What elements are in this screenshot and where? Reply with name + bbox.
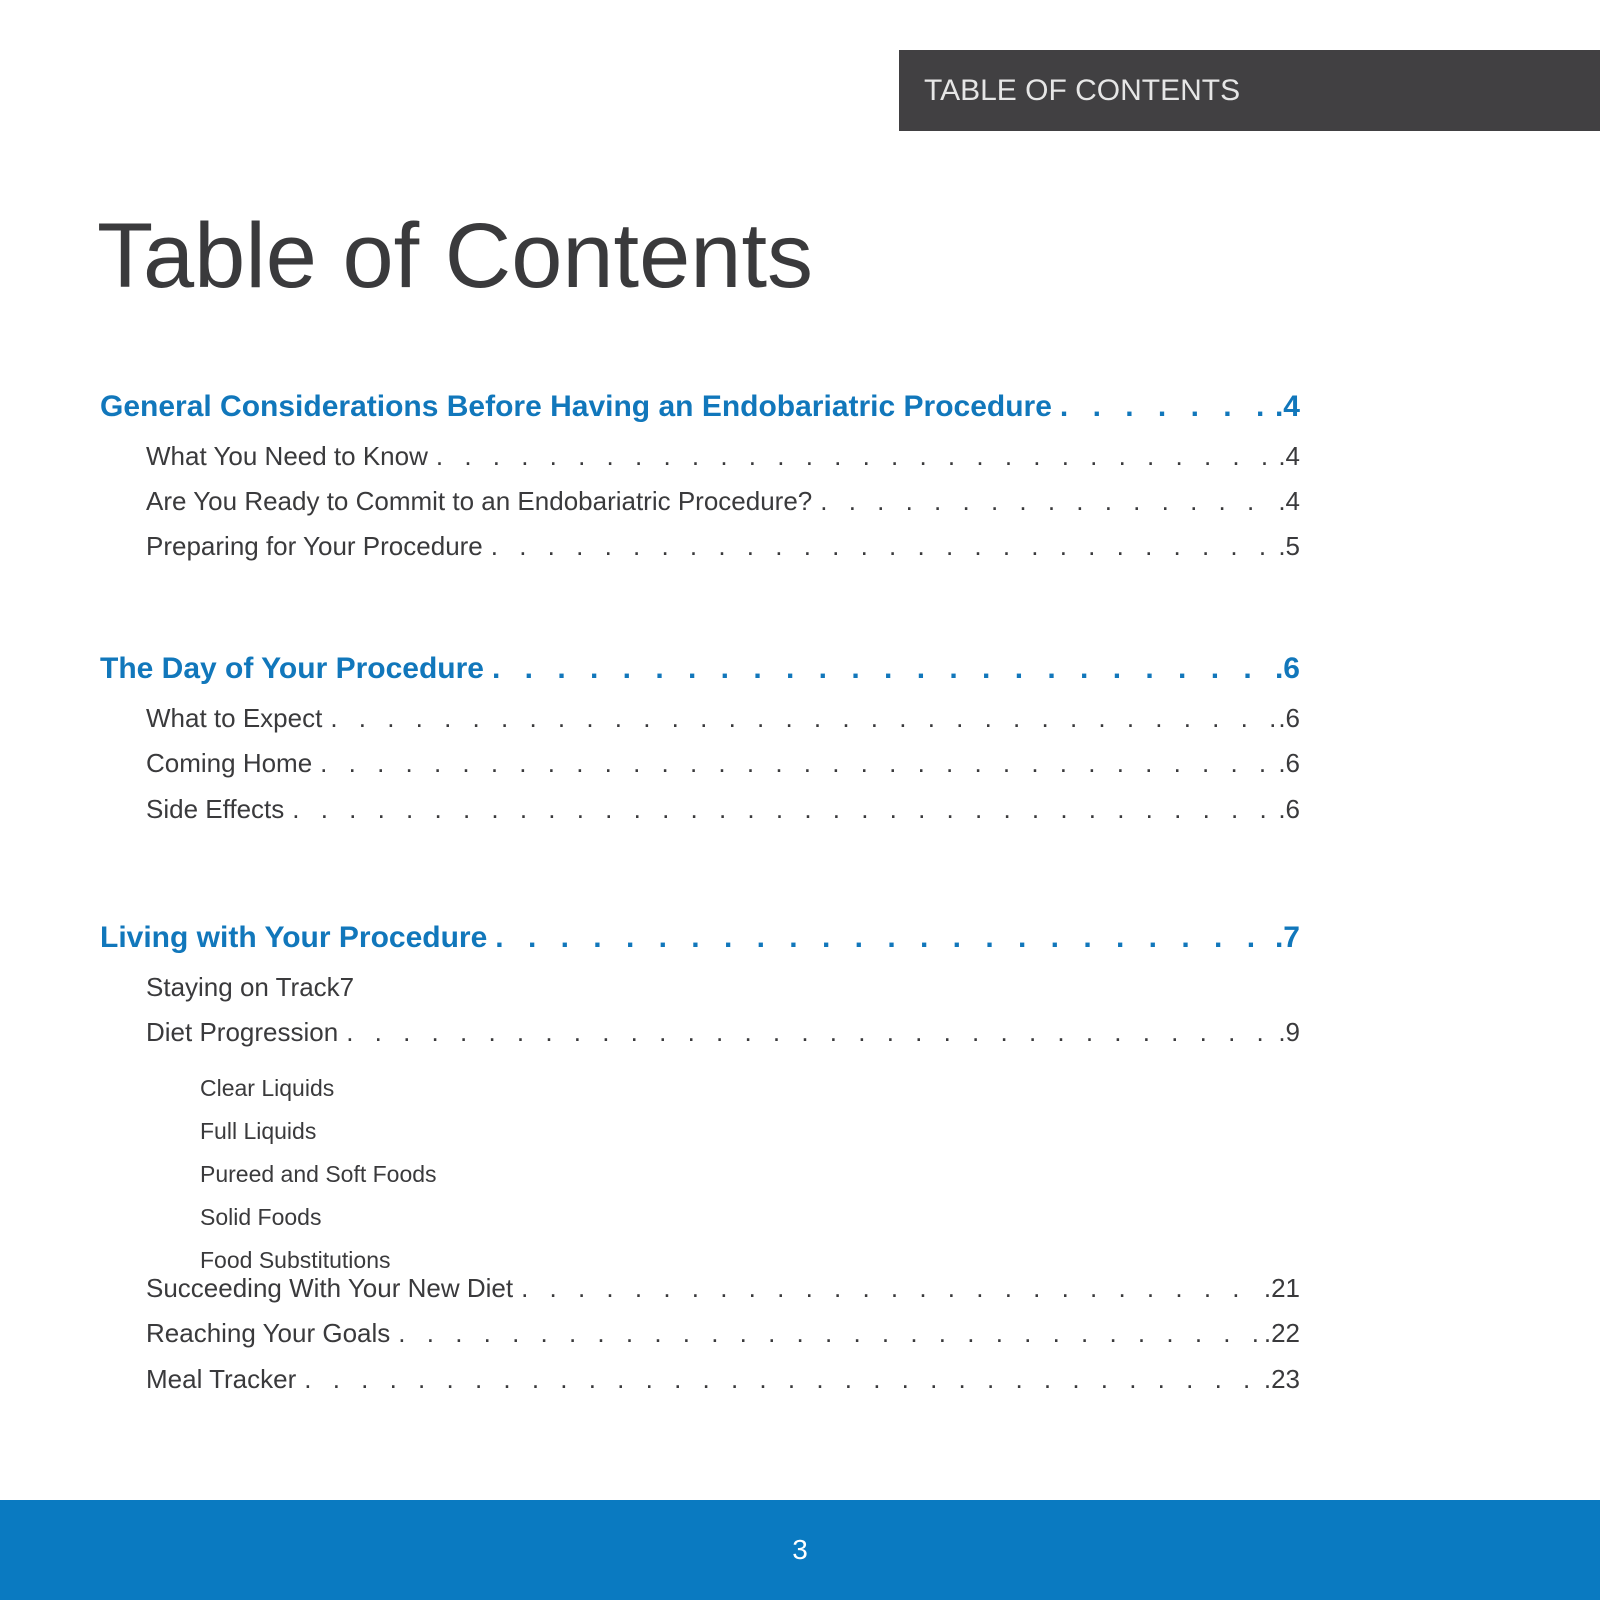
toc-page-number: .6 <box>1274 652 1300 685</box>
page-number: 3 <box>792 1534 808 1565</box>
toc-item-label: Reaching Your Goals <box>146 1318 391 1348</box>
toc-section-living-with-procedure[interactable] <box>100 921 1300 965</box>
toc-page-number: .9 <box>1278 1017 1300 1047</box>
toc-item-succeeding[interactable] <box>146 1273 1300 1311</box>
toc-item-ready-to-commit[interactable] <box>146 486 1300 524</box>
footer-bar <box>0 1500 1600 1600</box>
toc-item-what-to-expect[interactable] <box>146 703 1300 741</box>
toc-item-label: Staying on Track7 <box>146 972 355 1002</box>
toc-item-label: Coming Home <box>146 748 313 778</box>
dot-leader <box>398 1318 1262 1349</box>
dot-leader <box>492 652 1273 686</box>
dot-leader <box>330 703 1276 734</box>
toc-page-number: .22 <box>1263 1318 1300 1348</box>
toc-subitem-full-liquids[interactable]: Full Liquids <box>200 1118 317 1144</box>
toc-item-diet-progression[interactable] <box>146 1017 1300 1055</box>
toc-item-preparing[interactable] <box>146 531 1300 569</box>
toc-section-label: General Considerations Before Having an Endobariatric Procedure <box>100 390 1052 423</box>
dot-leader <box>521 1273 1262 1304</box>
page-title: Table of Contents <box>97 205 814 307</box>
toc-page-number: .6 <box>1278 703 1300 733</box>
dot-leader <box>1060 390 1273 424</box>
toc-page-number: .6 <box>1278 748 1300 778</box>
dot-leader <box>495 921 1273 955</box>
toc-section-general-considerations[interactable] <box>100 390 1300 434</box>
toc-page-number: .23 <box>1263 1364 1300 1394</box>
toc-page-number: .4 <box>1278 441 1300 471</box>
toc-subitem-clear-liquids[interactable]: Clear Liquids <box>200 1075 335 1101</box>
toc-item-label: What You Need to Know <box>146 441 428 471</box>
toc-section-label: The Day of Your Procedure <box>100 652 484 685</box>
toc-subitem-solid-foods[interactable]: Solid Foods <box>200 1204 322 1230</box>
toc-item-staying-on-track[interactable] <box>146 972 1300 1010</box>
toc-item-meal-tracker[interactable] <box>146 1364 1300 1402</box>
toc-page-number: .4 <box>1278 486 1300 516</box>
toc-page-number: .7 <box>1274 921 1300 954</box>
toc-section-label: Living with Your Procedure <box>100 921 488 954</box>
toc-item-what-you-need-to-know[interactable] <box>146 441 1300 479</box>
toc-page-number: .5 <box>1278 531 1300 561</box>
toc-subitem-pureed-soft-foods[interactable]: Pureed and Soft Foods <box>200 1161 437 1187</box>
toc-section-day-of-procedure[interactable] <box>100 652 1300 696</box>
toc-page-number: .4 <box>1274 390 1300 423</box>
toc-page-number: .21 <box>1263 1273 1300 1303</box>
section-header-label: TABLE OF CONTENTS <box>924 73 1241 107</box>
toc-item-label: Are You Ready to Commit to an Endobariatric Procedure? <box>146 486 813 516</box>
dot-leader <box>304 1364 1262 1395</box>
dot-leader <box>320 748 1276 779</box>
dot-leader <box>292 794 1276 825</box>
dot-leader <box>820 486 1276 517</box>
dot-leader <box>346 1017 1276 1048</box>
toc-item-label: What to Expect <box>146 703 323 733</box>
toc-item-label: Side Effects <box>146 794 285 824</box>
dot-leader <box>491 531 1277 562</box>
dot-leader <box>436 441 1276 472</box>
toc-item-label: Succeeding With Your New Diet <box>146 1273 514 1303</box>
toc-subitem-food-substitutions[interactable]: Food Substitutions <box>200 1247 391 1273</box>
toc-item-reaching-goals[interactable] <box>146 1318 1300 1356</box>
toc-item-label: Preparing for Your Procedure <box>146 531 483 561</box>
toc-item-label: Meal Tracker <box>146 1364 297 1394</box>
toc-item-side-effects[interactable] <box>146 794 1300 832</box>
toc-item-coming-home[interactable] <box>146 748 1300 786</box>
toc-page-number: .6 <box>1278 794 1300 824</box>
toc-item-label: Diet Progression <box>146 1017 339 1047</box>
